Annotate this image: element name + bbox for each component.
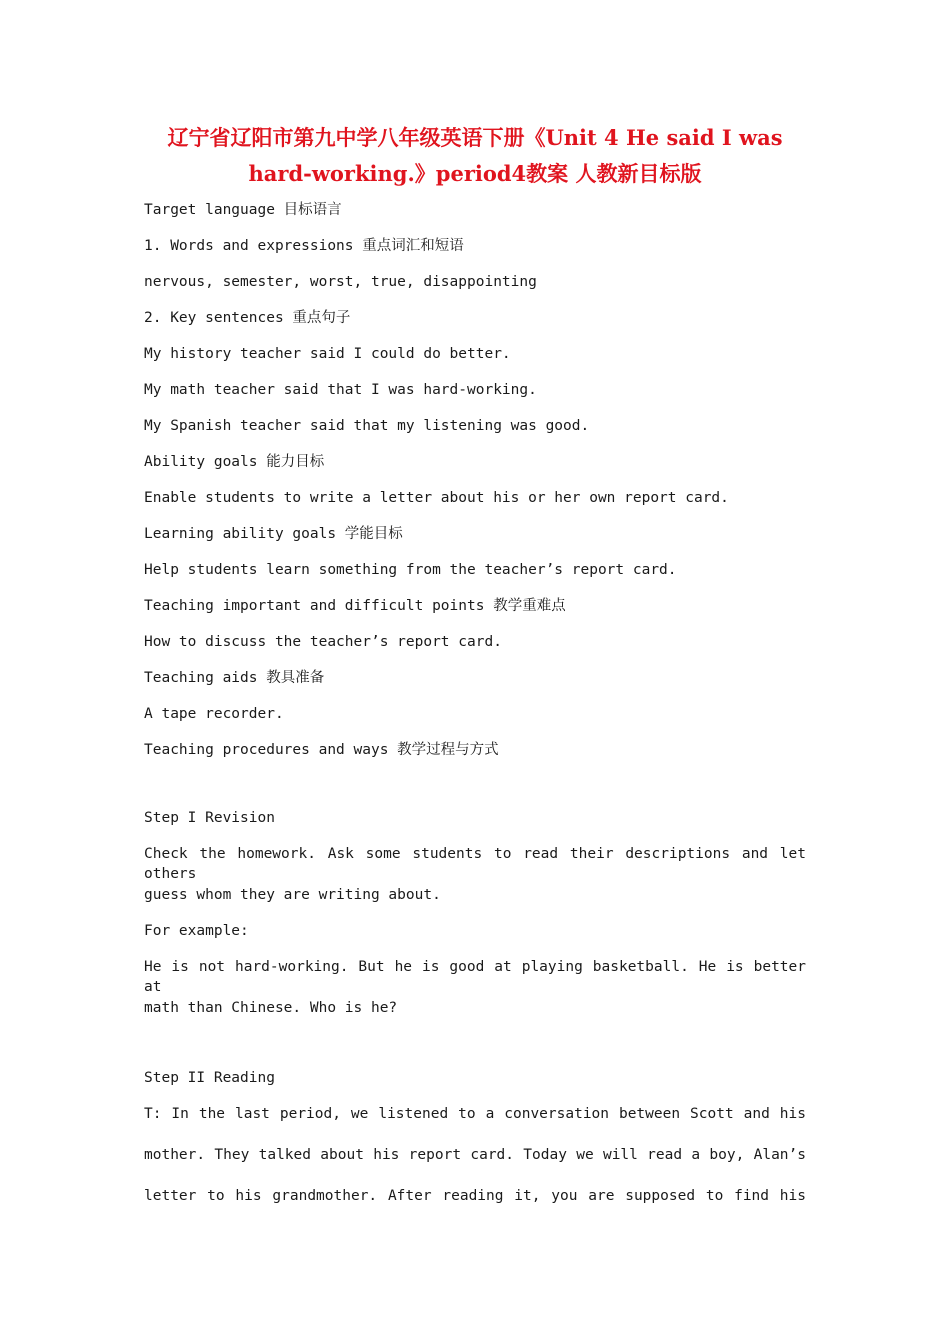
text-line: letter to his grandmother. After reading it, you are supposed to find his	[144, 1188, 806, 1204]
text-line: How to discuss the teacher’s report card.	[144, 634, 502, 650]
text-line: mother. They talked about his report card. Today we will read a boy, Alan’s	[144, 1147, 806, 1163]
text-line: Teaching procedures and ways 教学过程与方式	[144, 742, 499, 758]
text-line: math than Chinese. Who is he?	[144, 1000, 398, 1016]
text-line: guess whom they are writing about.	[144, 887, 441, 903]
text-line: T: In the last period, we listened to a conversation between Scott and his	[144, 1106, 806, 1122]
text-line: My Spanish teacher said that my listening was good.	[144, 418, 590, 434]
document-title-line-1: 辽宁省辽阳市第九中学八年级英语下册《Unit 4 He said I was	[167, 125, 783, 150]
text-line: Teaching important and difficult points 教学重难点	[144, 598, 566, 614]
text-line: Check the homework. Ask some students to read their descriptions and let others	[144, 846, 806, 882]
text-line: Teaching aids 教具准备	[144, 670, 325, 686]
text-line: 1. Words and expressions 重点词汇和短语	[144, 238, 464, 254]
text-line: He is not hard-working. But he is good at playing basketball. He is better at	[144, 959, 806, 995]
text-line: Help students learn something from the teacher’s report card.	[144, 562, 677, 578]
text-line: My math teacher said that I was hard-working.	[144, 382, 537, 398]
text-line: Ability goals 能力目标	[144, 454, 325, 470]
text-line: 2. Key sentences 重点句子	[144, 310, 351, 326]
text-line: My history teacher said I could do better.	[144, 346, 511, 362]
document-title-line-2: hard-working.》period4教案 人教新目标版	[248, 161, 702, 186]
section-heading: Step II Reading	[144, 1070, 275, 1086]
section-heading: Step I Revision	[144, 810, 275, 826]
text-line: For example:	[144, 923, 249, 939]
text-line: A tape recorder.	[144, 706, 284, 722]
text-line: Learning ability goals 学能目标	[144, 526, 403, 542]
text-line: Enable students to write a letter about his or her own report card.	[144, 490, 729, 506]
text-line: nervous, semester, worst, true, disappointing	[144, 274, 537, 290]
text-line: Target language 目标语言	[144, 202, 342, 218]
